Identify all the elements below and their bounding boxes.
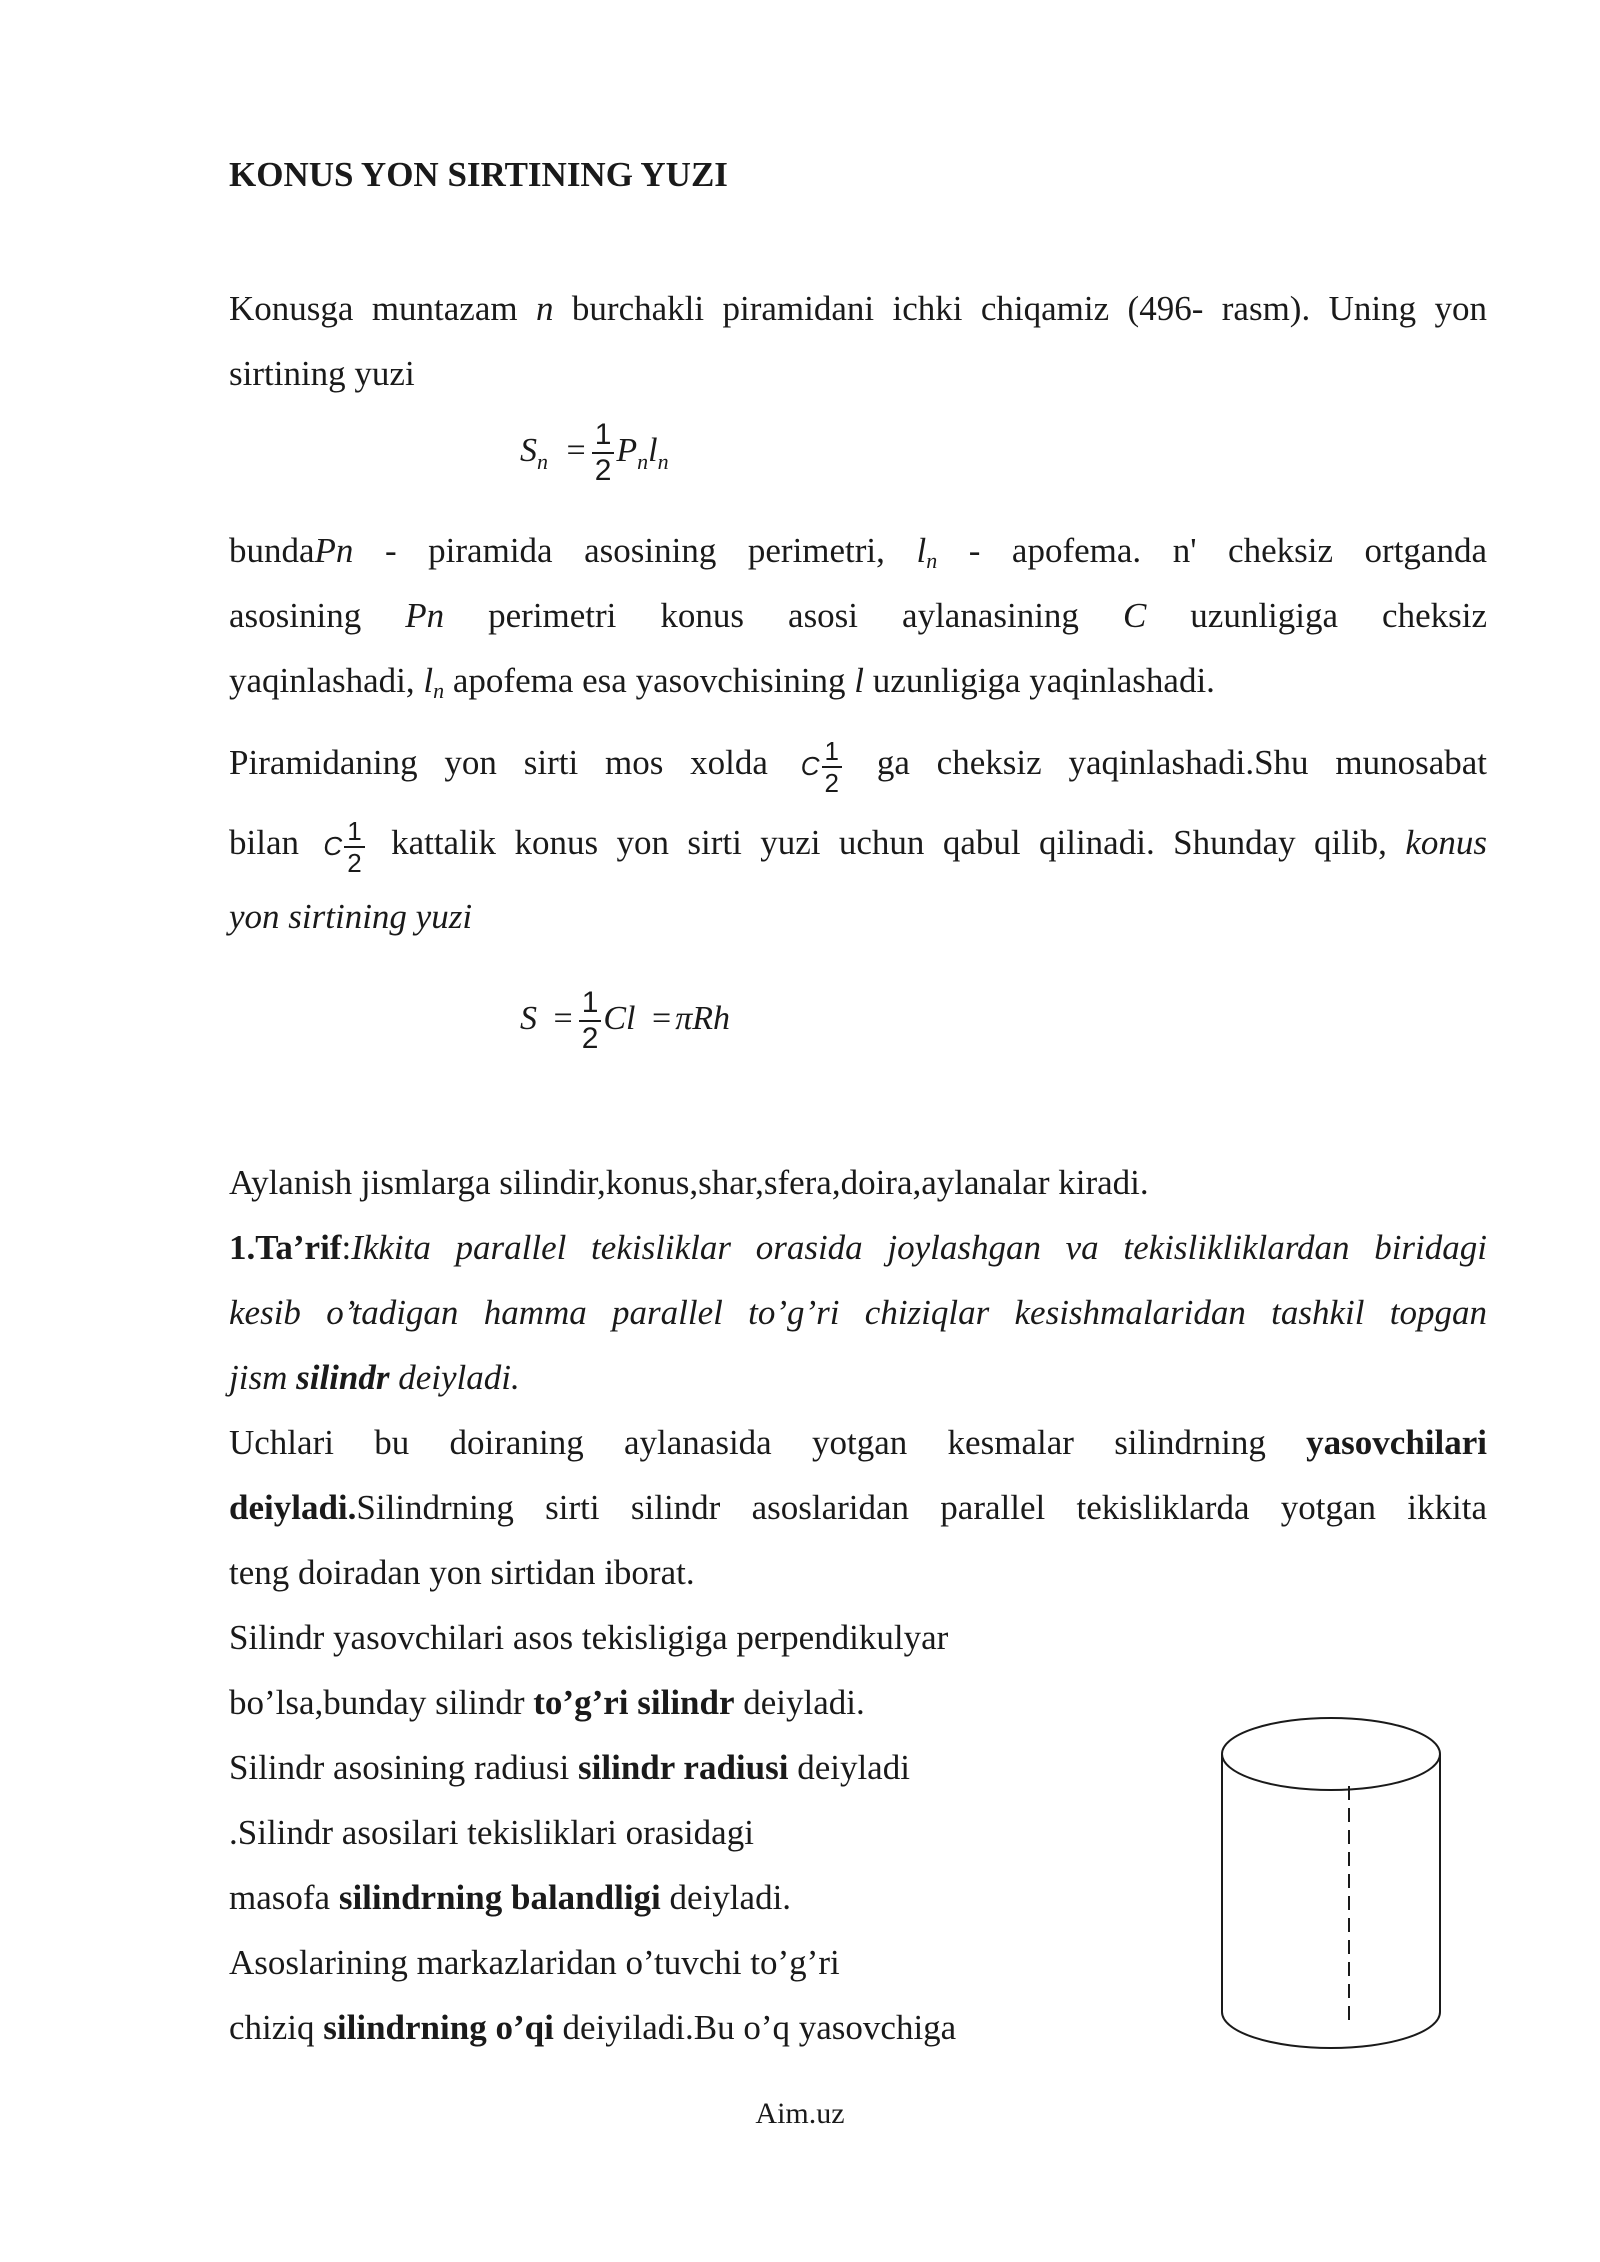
formula-fraction: $\frac{1}{2}$ — [579, 986, 602, 1056]
intro-line-1: Konusga muntazam n burchakli piramidani ichki chiqamiz (496- rasm). Uning yon — [229, 289, 1487, 328]
cylinder-def-line-5: masofa silindrning balandligi deiyladi. — [229, 1878, 792, 1917]
formula-sn: $S_n$ = $\frac{1}{2}$ $P_nl_n$ — [520, 418, 669, 487]
cylinder-top-ellipse — [1222, 1718, 1440, 1790]
cylinder-bottom-arc — [1222, 2012, 1440, 2048]
intro-paragraph — [229, 276, 1487, 406]
c-half-fraction: C $\frac{1}{2}$ — [323, 812, 366, 879]
perimeter-paragraph — [229, 518, 1487, 713]
c-half-fraction: C $\frac{1}{2}$ — [801, 732, 844, 799]
limit-line-3: yon sirtining yuzi — [229, 897, 473, 936]
cylinder-def-line-2: bo’lsa,bunday silindr to’g’ri silindr deiyladi. — [229, 1683, 865, 1722]
cylinder-def-line-1: Silindr yasovchilari asos tekisligiga perpendikulyar — [229, 1618, 949, 1657]
page-footer: Aim.uz — [755, 2097, 845, 2130]
cylinder-def-line-3: Silindr asosining radiusi silindr radiusi deiyladi — [229, 1748, 910, 1787]
formula-fraction: $\frac{1}{2}$ — [592, 418, 615, 488]
definition-line-1: 1.Ta’rif:Ikkita parallel tekisliklar orasida joylashgan va tekislikliklardan biridagi — [229, 1228, 1487, 1267]
perimeter-line-1: bundaPn - piramida asosining perimetri, ln - apofema. n' cheksiz ortganda — [229, 531, 1487, 573]
definition-line-3: jism silindr deiyladi. — [229, 1358, 520, 1397]
limit-line-1: Piramidaning yon sirti mos xolda C $\frac{1}{2}$ ga cheksiz yaqinlashadi.Shu munosabat — [229, 730, 1487, 810]
cylinder-figure — [1218, 1712, 1448, 2062]
generators-line-2: deiyladi.Silindrning sirti silindr asoslaridan parallel tekisliklarda yotgan ikkita — [229, 1488, 1487, 1527]
generators-line-3: teng doiradan yon sirtidan iborat. — [229, 1553, 695, 1592]
perimeter-line-2: asosining Pn perimetri konus asosi aylanasining C uzunligiga cheksiz — [229, 596, 1487, 635]
limit-line-2: bilan C $\frac{1}{2}$ kattalik konus yon sirti yuzi uchun qabul qilinadi. Shunday qilib, konus — [229, 810, 1487, 890]
cylinder-def-line-7: chiziq silindrning o’qi deiyiladi.Bu o’q yasovchiga — [229, 2008, 957, 2047]
intro-line-2: sirtining yuzi — [229, 354, 415, 393]
rotation-bodies-text: Aylanish jismlarga silindir,konus,shar,sfera,doira,aylanalar kiradi. — [229, 1163, 1149, 1202]
perimeter-line-3: yaqinlashadi, ln apofema esa yasovchisining l uzunligiga yaqinlashadi. — [229, 661, 1215, 703]
definition-line-2: kesib o’tadigan hamma parallel to’g’ri chiziqlar kesishmalaridan tashkil topgan — [229, 1293, 1487, 1332]
cylinder-def-line-4: .Silindr asosilari tekisliklari orasidagi — [229, 1813, 754, 1852]
limit-paragraph — [229, 730, 1487, 949]
generators-line-1: Uchlari bu doiraning aylanasida yotgan kesmalar silindrning yasovchilari — [229, 1423, 1487, 1462]
page-title: KONUS YON SIRTINING YUZI — [229, 155, 728, 194]
formula-s: S = $\frac{1}{2}$ Cl = πRh — [520, 986, 730, 1055]
cylinder-def-line-6: Asoslarining markazlaridan o’tuvchi to’g’ri — [229, 1943, 840, 1982]
